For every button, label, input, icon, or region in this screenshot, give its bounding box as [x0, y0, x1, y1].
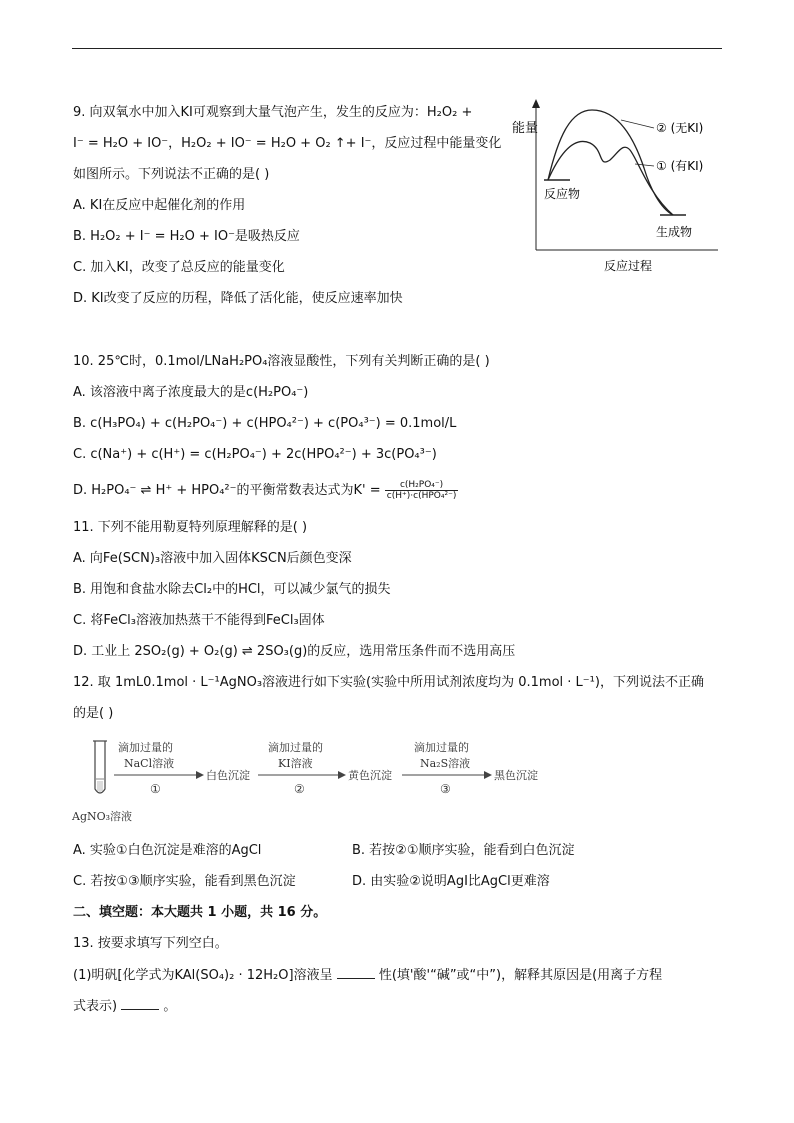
- q9-option-a: A. KI在反应中起催化剂的作用: [73, 198, 246, 213]
- answer-blank-2[interactable]: [121, 997, 159, 1010]
- header-rule: [72, 48, 722, 49]
- label-reactant: 反应物: [544, 187, 581, 201]
- q12-line1: 12. 取 1mL0.1mol · L⁻¹AgNO₃溶液进行如下实验(实验中所用试剂浓度均为 0.1mol · L⁻¹)，下列说法不正确: [73, 675, 704, 690]
- q10-stem: 10. 25℃时，0.1mol/LNaH₂PO₄溶液显酸性，下列有关判断正确的是( ): [73, 354, 490, 369]
- arrow2-reagent-line1: 滴加过量的: [268, 741, 323, 754]
- experiment-diagram: [70, 737, 560, 825]
- curve-with-ki: [548, 141, 673, 215]
- arrow1-step: ①: [150, 782, 161, 796]
- energy-diagram: [508, 98, 728, 278]
- q11-stem: 11. 下列不能用勒夏特列原理解释的是( ): [73, 520, 308, 535]
- q13-part1-text-a: (1)明矾[化学式为KAl(SO₄)₂ · 12H₂O]溶液呈: [73, 968, 333, 983]
- q13-part1-line1: [73, 966, 662, 985]
- arrow2-step: ②: [294, 782, 305, 796]
- arrow3-head: [484, 771, 492, 779]
- q13-part1-line2: [73, 997, 176, 1016]
- leader-curve2: [621, 120, 654, 128]
- q10-option-c: C. c(Na⁺) + c(H⁺) = c(H₂PO₄⁻) + 2c(HPO₄²⁻) + 3c(PO₄³⁻): [73, 447, 437, 462]
- q13-stem: 13. 按要求填写下列空白。: [73, 936, 228, 951]
- label-curve2: ② (无KI): [656, 121, 704, 135]
- q13-part1-text-b: 性(填'酸'“碱”或“中”)，解释其原因是(用离子方程: [378, 968, 663, 983]
- q9-line1: 9. 向双氧水中加入KI可观察到大量气泡产生，发生的反应为：H₂O₂ +: [73, 105, 473, 120]
- q9-option-d: D. KI改变了反应的历程，降低了活化能，使反应速率加快: [73, 291, 403, 306]
- q10-option-d: [73, 480, 458, 501]
- q10-option-d-fraction: [385, 480, 459, 501]
- energy-axis-y-label: 能量: [512, 121, 539, 136]
- arrow3-reagent-line2: Na₂S溶液: [420, 757, 471, 770]
- product2: 黄色沉淀: [348, 769, 392, 782]
- q11-option-d: D. 工业上 2SO₂(g) + O₂(g) ⇌ 2SO₃(g)的反应，选用常压条件而不选用高压: [73, 644, 516, 659]
- arrow2-reagent-line2: KI溶液: [278, 757, 313, 770]
- q10-option-d-text: D. H₂PO₄⁻ ⇌ H⁺ + HPO₄²⁻的平衡常数表达式为K' =: [73, 483, 381, 498]
- q11-option-c: C. 将FeCl₃溶液加热蒸干不能得到FeCl₃固体: [73, 613, 325, 628]
- q9-line2: I⁻ = H₂O + IO⁻，H₂O₂ + IO⁻ = H₂O + O₂ ↑+ I⁻，反应过程中能量变化: [73, 136, 502, 151]
- q9-option-b: B. H₂O₂ + I⁻ = H₂O + IO⁻是吸热反应: [73, 229, 300, 244]
- arrow2-head: [338, 771, 346, 779]
- q12-option-b: B. 若按②①顺序实验，能看到白色沉淀: [352, 843, 575, 858]
- q9-option-c: C. 加入KI，改变了总反应的能量变化: [73, 260, 285, 275]
- energy-axis-x-label: 反应过程: [604, 259, 653, 273]
- arrow1-reagent-line2: NaCl溶液: [124, 757, 175, 770]
- q12-option-c: C. 若按①③顺序实验，能看到黑色沉淀: [73, 874, 296, 889]
- arrow1-reagent-line1: 滴加过量的: [118, 741, 173, 754]
- q12-option-a: A. 实验①白色沉淀是难溶的AgCl: [73, 843, 262, 858]
- label-product: 生成物: [656, 225, 693, 239]
- product1: 白色沉淀: [206, 769, 250, 782]
- q12-option-d: D. 由实验②说明AgI比AgCl更难溶: [352, 874, 550, 889]
- q13-part1-text-d: 。: [163, 999, 177, 1014]
- q10-option-b: B. c(H₃PO₄) + c(H₂PO₄⁻) + c(HPO₄²⁻) + c(PO₄³⁻) = 0.1mol/L: [73, 416, 457, 431]
- product3: 黑色沉淀: [494, 769, 538, 782]
- q11-option-a: A. 向Fe(SCN)₃溶液中加入固体KSCN后颜色变深: [73, 551, 352, 566]
- q10-option-a: A. 该溶液中离子浓度最大的是c(H₂PO₄⁻): [73, 385, 309, 400]
- answer-blank-1[interactable]: [337, 966, 375, 979]
- tube-label: AgNO₃溶液: [72, 810, 133, 823]
- q10-option-d-numerator: c(H₂PO₄⁻): [385, 480, 459, 491]
- q11-option-b: B. 用饱和食盐水除去Cl₂中的HCl，可以减少氯气的损失: [73, 582, 391, 597]
- q12-line2: 的是( ): [73, 706, 114, 721]
- q10-option-d-denominator: c(H⁺)·c(HPO₄²⁻): [386, 491, 457, 501]
- q13-part1-text-c: 式表示): [73, 999, 118, 1014]
- q9-line3: 如图所示。下列说法不正确的是( ): [73, 167, 270, 182]
- arrow3-reagent-line1: 滴加过量的: [414, 741, 469, 754]
- arrow3-step: ③: [440, 782, 451, 796]
- arrow1-head: [196, 771, 204, 779]
- label-curve1: ① (有KI): [656, 159, 704, 173]
- energy-axis-y-arrow: [532, 99, 540, 108]
- section-title: 二、填空题：本大题共 1 小题，共 16 分。: [73, 905, 327, 920]
